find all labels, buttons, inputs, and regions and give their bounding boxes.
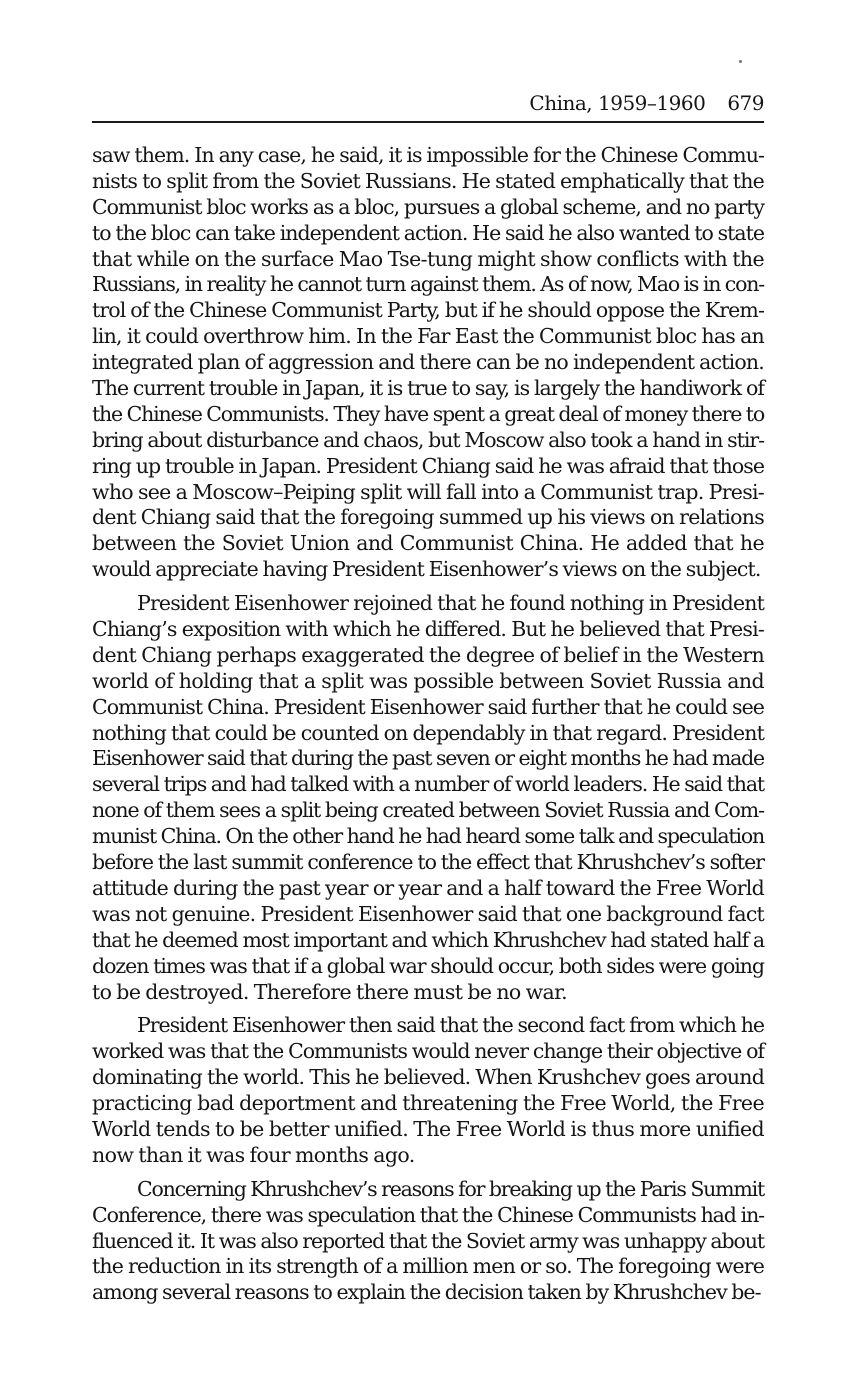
- paragraph-gap: [92, 583, 764, 591]
- text-line: attitude during the past year or year and a half toward the Free World: [92, 875, 764, 900]
- text-line: the Chinese Communists. They have spent a great deal of money there to: [92, 401, 764, 426]
- text-line: fluenced it. It was also reported that the Soviet army was unhappy about: [92, 1228, 764, 1253]
- text-line: Eisenhower said that during the past seven or eight months he had made: [92, 746, 764, 771]
- text-line: Concerning Khrushchev’s reasons for breaking up the Paris Summit: [137, 1176, 764, 1201]
- text-line: Conference, there was speculation that the Chinese Communists had in-: [92, 1202, 764, 1227]
- text-line: munist China. On the other hand he had heard some talk and speculation: [92, 824, 764, 849]
- page-number: 679: [727, 91, 764, 115]
- text-line: to be destroyed. Therefore there must be no war.: [92, 979, 568, 1004]
- text-line: before the last summit conference to the effect that Khrushchev’s softer: [92, 850, 764, 875]
- paragraph-gap: [92, 1005, 764, 1013]
- paragraph: [92, 1013, 764, 1168]
- text-line: dominating the world. This he believed. When Krushchev goes around: [92, 1065, 764, 1090]
- text-line: several trips and had talked with a number of world leaders. He said that: [92, 772, 764, 797]
- text-line: Chiang’s exposition with which he differed. But he believed that Presi-: [92, 617, 764, 642]
- text-line: none of them sees a split being created between Soviet Russia and Com-: [92, 798, 764, 823]
- text-line: President Eisenhower rejoined that he found nothing in President: [137, 591, 764, 616]
- text-line: President Eisenhower then said that the second fact from which he: [137, 1013, 764, 1038]
- text-line: saw them. In any case, he said, it is impossible for the Chinese Commu-: [92, 143, 764, 167]
- text-line: the reduction in its strength of a million men or so. The foregoing were: [92, 1254, 764, 1279]
- body-text: [92, 143, 764, 1306]
- text-line: between the Soviet Union and Communist China. He added that he: [92, 531, 764, 556]
- header-rule: [92, 121, 764, 123]
- text-line: among several reasons to explain the decision taken by Khrushchev be-: [92, 1280, 761, 1305]
- text-line: trol of the Chinese Communist Party, but if he should oppose the Krem-: [92, 298, 764, 323]
- text-line: integrated plan of aggression and there can be no independent action.: [92, 350, 764, 375]
- text-line: nothing that could be counted on dependably in that regard. President: [92, 720, 764, 745]
- text-line: that he deemed most important and which Khrushchev had stated half a: [92, 927, 764, 952]
- text-line: worked was that the Communists would never change their objective of: [92, 1039, 764, 1064]
- text-line: bring about disturbance and chaos, but Moscow also took a hand in stir-: [92, 427, 764, 452]
- text-line: practicing bad deportment and threatening the Free World, the Free: [92, 1091, 764, 1116]
- paragraph: [92, 1177, 764, 1306]
- paragraph-gap: [92, 1169, 764, 1177]
- text-line: ring up trouble in Japan. President Chiang said he was afraid that those: [92, 453, 764, 478]
- paragraph: [92, 591, 764, 1005]
- text-line: was not genuine. President Eisenhower said that one background fact: [92, 901, 764, 926]
- text-line: nists to split from the Soviet Russians. He stated emphatically that the: [92, 168, 764, 193]
- text-line: that while on the surface Mao Tse-tung might show conflicts with the: [92, 246, 764, 271]
- text-line: world of holding that a split was possible between Soviet Russia and: [92, 668, 764, 693]
- text-line: lin, it could overthrow him. In the Far East the Communist bloc has an: [92, 324, 764, 349]
- text-line: Communist China. President Eisenhower said further that he could see: [92, 694, 764, 719]
- text-line: now than it was four months ago.: [92, 1142, 415, 1167]
- text-line: dent Chiang perhaps exaggerated the degree of belief in the Western: [92, 642, 764, 667]
- text-line: dent Chiang said that the foregoing summed up his views on relations: [92, 505, 764, 530]
- text-line: The current trouble in Japan, it is true to say, is largely the handiwork of: [92, 376, 764, 401]
- text-line: dozen times was that if a global war should occur, both sides were going: [92, 953, 764, 978]
- running-head: [92, 88, 764, 118]
- text-line: who see a Moscow–Peiping split will fall into a Communist trap. Presi-: [92, 479, 764, 504]
- text-line: would appreciate having President Eisenhower’s views on the subject.: [92, 557, 761, 582]
- text-line: to the bloc can take independent action. He said he also wanted to state: [92, 220, 764, 245]
- text-line: Communist bloc works as a bloc, pursues a global scheme, and no party: [92, 194, 764, 219]
- text-line: World tends to be better unified. The Free World is thus more unified: [92, 1116, 764, 1141]
- paragraph: [92, 143, 764, 583]
- text-line: Russians, in reality he cannot turn against them. As of now, Mao is in con-: [92, 272, 764, 297]
- scan-speck: [739, 60, 742, 63]
- running-title: China, 1959–1960: [529, 91, 706, 115]
